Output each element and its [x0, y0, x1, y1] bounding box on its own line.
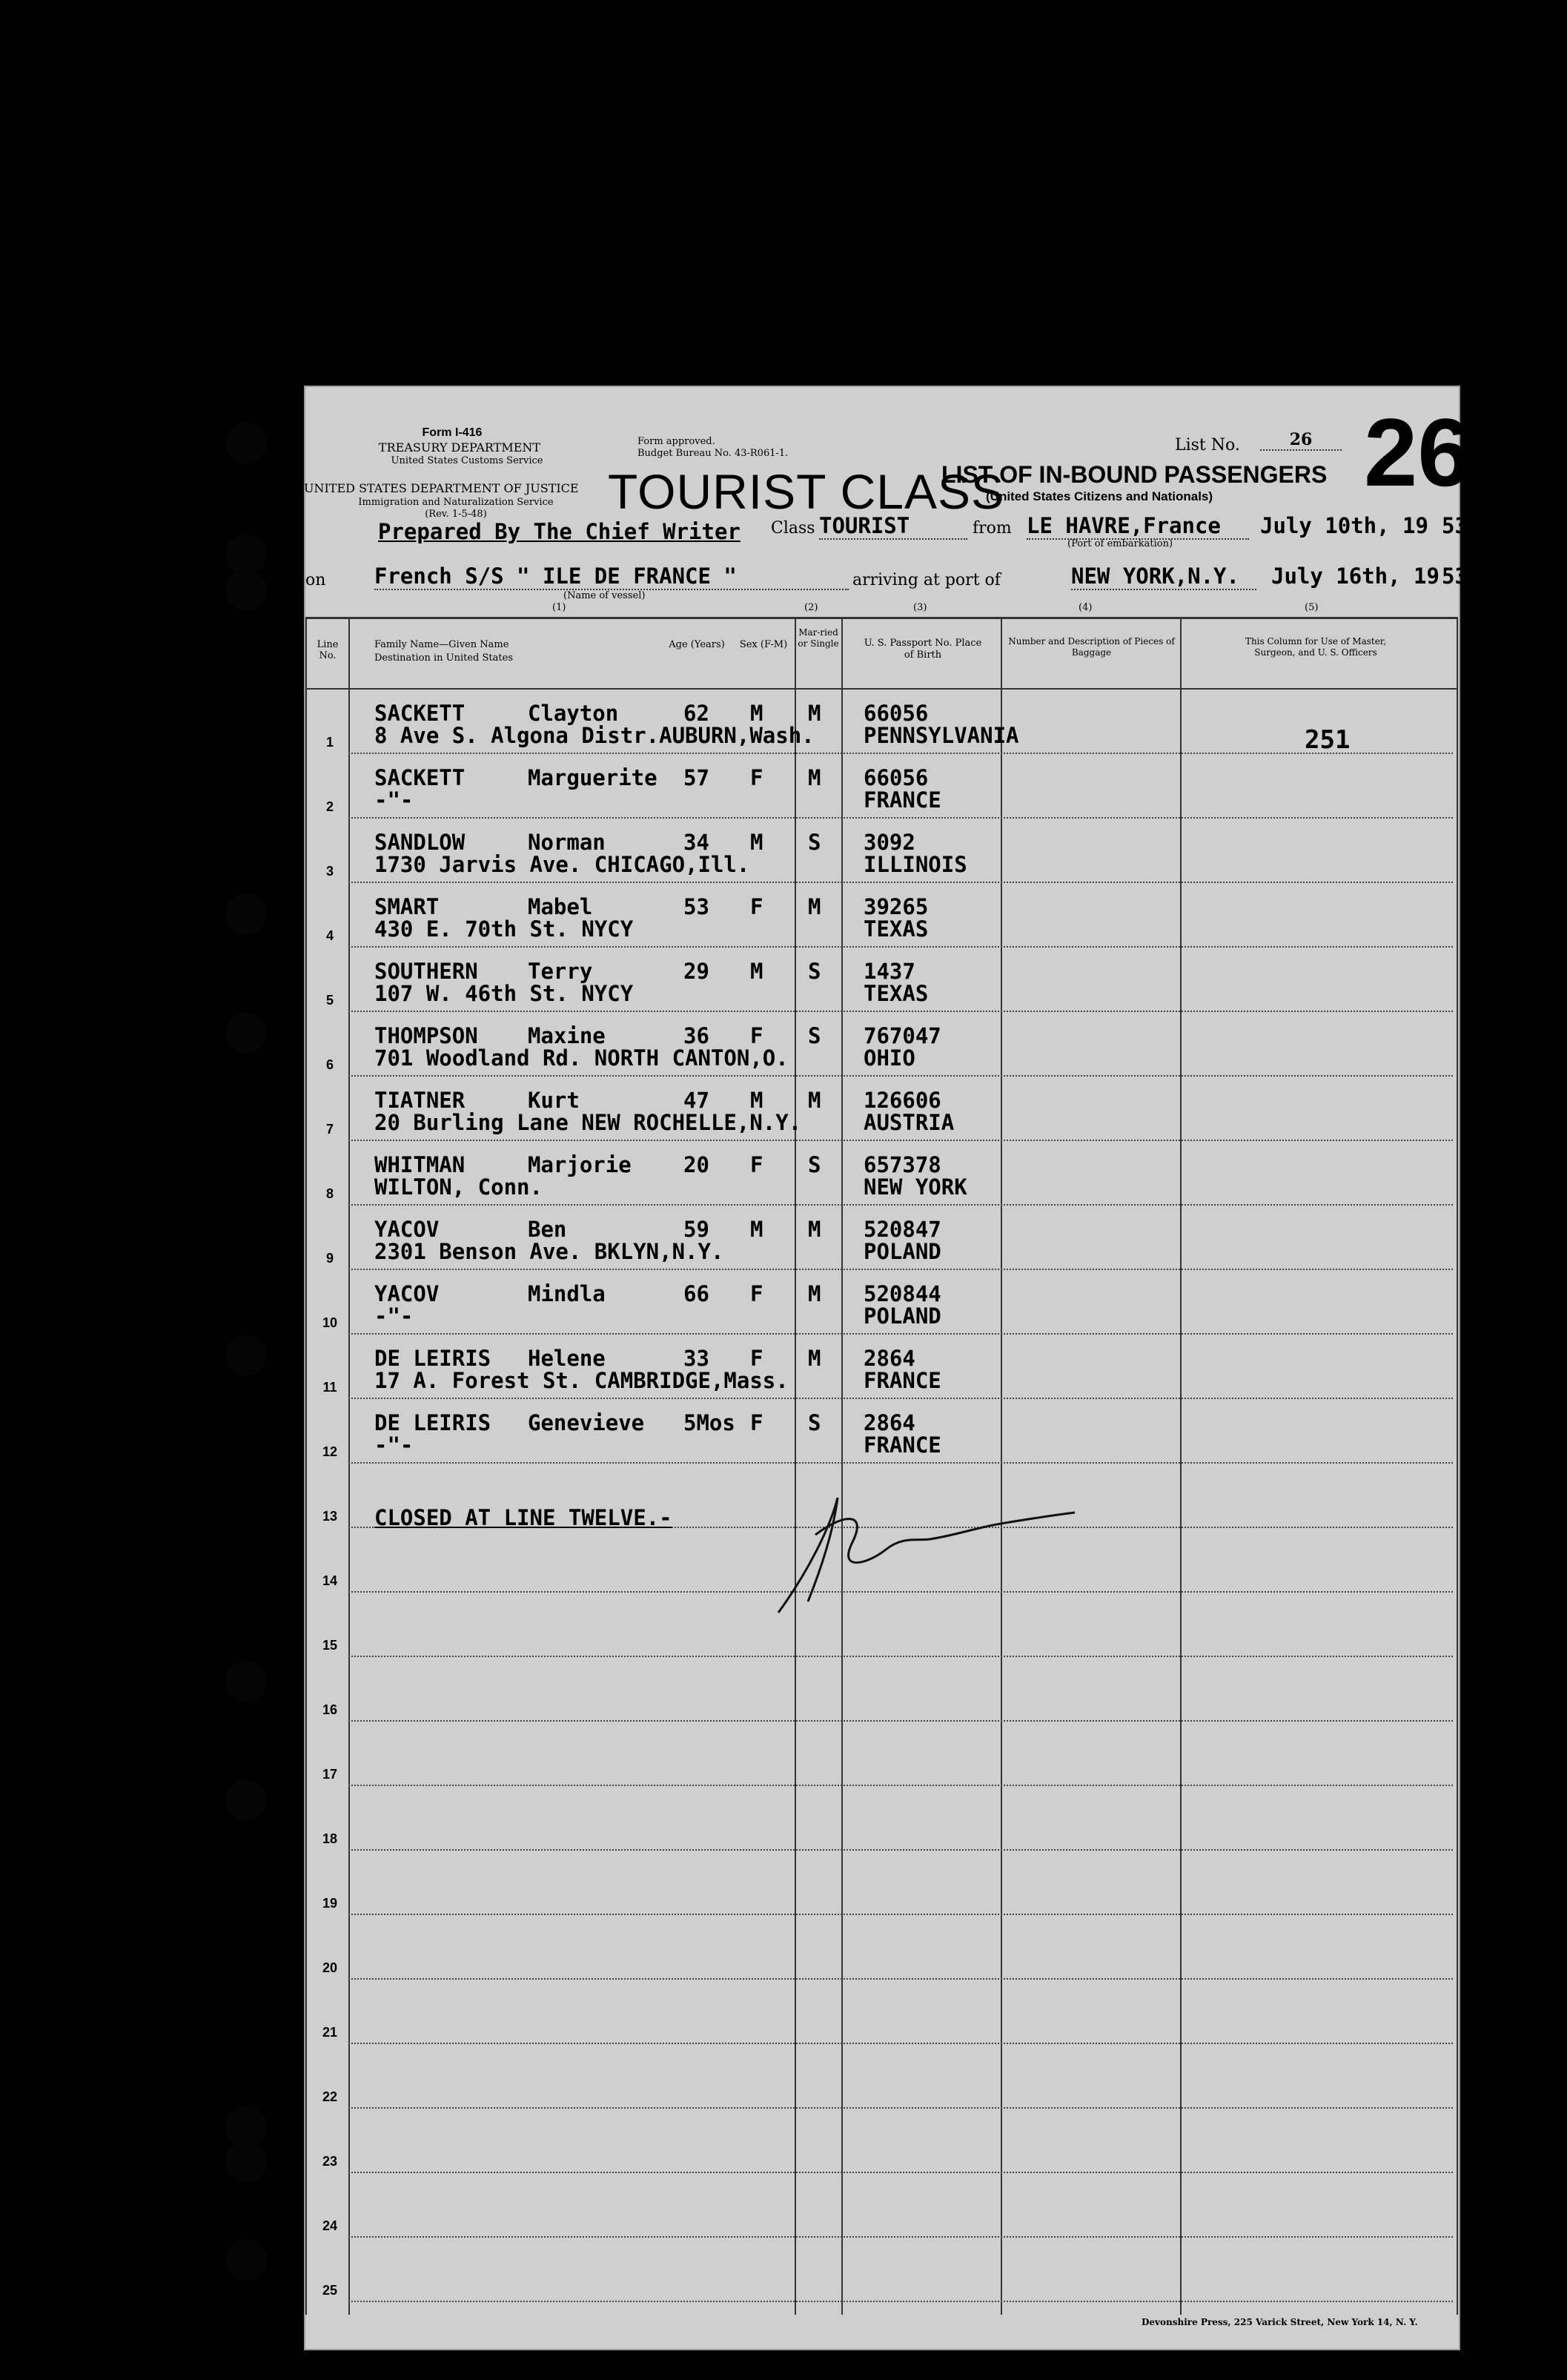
- passenger-family-name: SANDLOW: [374, 830, 466, 855]
- passenger-given-name: Genevieve: [528, 1410, 645, 1435]
- line-number: 1: [325, 735, 334, 750]
- passenger-birthplace: FRANCE: [864, 1368, 941, 1393]
- passenger-passport-no: 2864: [864, 1410, 915, 1435]
- passenger-sex: M: [750, 1088, 763, 1113]
- passenger-marital-status: S: [808, 1023, 821, 1048]
- binder-hole: [225, 2141, 267, 2183]
- row-separator: [348, 1978, 1453, 1980]
- col-sep-married-right: [841, 617, 843, 2315]
- col-sep-passport: [1001, 617, 1002, 2315]
- row-separator: [348, 2107, 1453, 2109]
- passenger-sex: F: [750, 765, 763, 790]
- vessel-caption: (Name of vessel): [563, 590, 646, 601]
- table-top-border: [305, 617, 1458, 619]
- line-number: 11: [322, 1380, 337, 1395]
- row-separator: [348, 1011, 1453, 1012]
- justice-department: UNITED STATES DEPARTMENT OF JUSTICE: [304, 481, 579, 495]
- row-separator: [348, 1075, 1453, 1077]
- passenger-age: 62: [683, 701, 709, 726]
- passenger-destination: 701 Woodland Rd. NORTH CANTON,O.: [374, 1045, 789, 1071]
- passenger-passport-no: 66056: [864, 701, 929, 726]
- col-num-5: (5): [1305, 602, 1319, 613]
- col-sep-baggage: [1180, 617, 1182, 2315]
- passenger-age: 66: [683, 1281, 709, 1306]
- passenger-marital-status: M: [808, 1217, 821, 1242]
- passenger-destination: 20 Burling Lane NEW ROCHELLE,N.Y.: [374, 1110, 802, 1135]
- port-embark-caption: (Port of embarkation): [1067, 538, 1173, 549]
- passenger-marital-status: M: [808, 1281, 821, 1306]
- passenger-birthplace: PENNSYLVANIA: [864, 723, 1019, 748]
- passenger-passport-no: 39265: [864, 894, 929, 919]
- line-number: 17: [322, 1767, 338, 1782]
- row-separator: [348, 1462, 1453, 1464]
- passenger-destination: 430 E. 70th St. NYCY: [374, 916, 634, 942]
- budget-bureau: Budget Bureau No. 43-R061-1.: [637, 448, 789, 459]
- passenger-family-name: SACKETT: [374, 701, 466, 726]
- passenger-sex: F: [750, 1346, 763, 1371]
- revision-date: (Rev. 1-5-48): [425, 509, 487, 520]
- line-number: 12: [322, 1444, 338, 1459]
- passenger-sex: F: [750, 1152, 763, 1177]
- passenger-passport-no: 520844: [864, 1281, 941, 1306]
- passenger-destination: -"-: [374, 787, 414, 813]
- line-number: 15: [322, 1638, 338, 1653]
- binder-hole: [225, 893, 267, 935]
- passenger-sex: M: [750, 830, 763, 855]
- passenger-destination: 2301 Benson Ave. BKLYN,N.Y.: [374, 1239, 724, 1264]
- ins-service: Immigration and Naturalization Service: [358, 497, 554, 508]
- passenger-given-name: Maxine: [528, 1023, 606, 1048]
- row-separator: [348, 1720, 1453, 1722]
- binder-hole: [225, 569, 267, 611]
- passenger-sex: M: [750, 959, 763, 984]
- header-name: Family Name—Given Name: [374, 639, 509, 650]
- passenger-given-name: Mindla: [528, 1281, 606, 1306]
- binder-hole: [225, 1335, 267, 1376]
- officer-annotation: 251: [1305, 725, 1351, 755]
- row-separator: [348, 882, 1453, 883]
- col-num-4: (4): [1079, 602, 1093, 613]
- arrival-port: NEW YORK,N.Y.: [1071, 563, 1256, 590]
- passenger-passport-no: 126606: [864, 1088, 941, 1113]
- row-separator: [348, 817, 1453, 819]
- list-no-value: 26: [1260, 430, 1342, 451]
- row-separator: [348, 753, 1453, 754]
- passenger-destination: -"-: [374, 1303, 414, 1329]
- line-number: 21: [322, 2025, 338, 2040]
- passenger-family-name: YACOV: [374, 1217, 440, 1242]
- passenger-family-name: THOMPSON: [374, 1023, 478, 1048]
- passenger-marital-status: S: [808, 830, 821, 855]
- row-separator: [348, 2172, 1453, 2173]
- passenger-age: 47: [683, 1088, 709, 1113]
- passenger-passport-no: 2864: [864, 1346, 915, 1371]
- col-sep-married-left: [795, 617, 796, 2315]
- line-number: 16: [322, 1702, 338, 1717]
- line-number: 14: [322, 1573, 338, 1588]
- line-number: 6: [325, 1057, 334, 1072]
- binder-hole: [225, 1661, 267, 1702]
- arrival-year: 53: [1442, 563, 1468, 589]
- row-separator: [348, 2043, 1453, 2044]
- class-value: TOURIST: [819, 513, 967, 540]
- form-approved: Form approved.: [637, 436, 715, 447]
- passenger-passport-no: 1437: [864, 959, 915, 984]
- passenger-passport-no: 657378: [864, 1152, 941, 1177]
- header-line-no: Line No.: [317, 639, 339, 661]
- line-number: 9: [325, 1251, 334, 1266]
- passenger-age: 36: [683, 1023, 709, 1048]
- passenger-age: 33: [683, 1346, 709, 1371]
- row-separator: [348, 1398, 1453, 1399]
- row-separator: [348, 2236, 1453, 2238]
- row-separator: [348, 2301, 1453, 2302]
- passenger-destination: 8 Ave S. Algona Distr.AUBURN,Wash.: [374, 723, 815, 748]
- passenger-family-name: YACOV: [374, 1281, 440, 1306]
- passenger-destination: WILTON, Conn.: [374, 1174, 543, 1200]
- row-separator: [348, 946, 1453, 948]
- header-officers: This Column for Use of Master, Surgeon, and U. S. Officers: [1245, 636, 1387, 658]
- table-right-border: [1457, 617, 1458, 2315]
- passenger-marital-status: S: [808, 1410, 821, 1435]
- passenger-sex: F: [750, 1410, 763, 1435]
- col-num-2: (2): [804, 602, 818, 613]
- col-num-1: (1): [552, 602, 566, 613]
- line-number: 7: [325, 1122, 334, 1137]
- prepared-by: Prepared By The Chief Writer: [378, 519, 741, 544]
- passenger-marital-status: S: [808, 959, 821, 984]
- row-separator: [348, 1333, 1453, 1335]
- list-no-label: List No.: [1175, 436, 1240, 454]
- arriving-label: arriving at port of: [852, 571, 1001, 589]
- closed-note: CLOSED AT LINE TWELVE.-: [374, 1505, 672, 1530]
- passenger-birthplace: TEXAS: [864, 916, 929, 942]
- passenger-birthplace: OHIO: [864, 1045, 915, 1071]
- list-title: LIST OF IN-BOUND PASSENGERS: [941, 461, 1328, 488]
- passenger-age: 5Mos: [683, 1410, 735, 1435]
- line-number: 19: [322, 1896, 338, 1911]
- treasury-department: TREASURY DEPARTMENT: [378, 440, 541, 454]
- line-number: 18: [322, 1831, 338, 1846]
- list-no-big: 26: [1364, 398, 1471, 506]
- passenger-age: 34: [683, 830, 709, 855]
- passenger-family-name: WHITMAN: [374, 1152, 466, 1177]
- passenger-given-name: Mabel: [528, 894, 593, 919]
- embarkation-date: July 10th, 19: [1260, 513, 1428, 538]
- row-separator: [348, 1914, 1453, 1915]
- line-number: 25: [322, 2283, 338, 2298]
- header-married: Mar-ried or Single: [798, 627, 839, 649]
- passenger-birthplace: AUSTRIA: [864, 1110, 955, 1135]
- binder-hole: [225, 2239, 267, 2281]
- port-of-embarkation: LE HAVRE,France: [1027, 513, 1249, 540]
- passenger-birthplace: POLAND: [864, 1239, 941, 1264]
- arrival-date: July 16th, 19: [1271, 563, 1440, 589]
- passenger-family-name: SACKETT: [374, 765, 466, 790]
- passenger-family-name: TIATNER: [374, 1088, 466, 1113]
- vessel-name: French S/S " ILE DE FRANCE ": [374, 563, 849, 590]
- passenger-marital-status: M: [808, 1346, 821, 1371]
- passenger-age: 59: [683, 1217, 709, 1242]
- line-number: 5: [325, 993, 334, 1008]
- header-passport: U. S. Passport No. Place of Birth: [864, 638, 982, 661]
- passenger-birthplace: POLAND: [864, 1303, 941, 1329]
- binder-hole: [225, 1779, 267, 1821]
- passenger-given-name: Marguerite: [528, 765, 657, 790]
- row-separator: [348, 1785, 1453, 1786]
- passenger-given-name: Marjorie: [528, 1152, 632, 1177]
- customs-service: United States Customs Service: [391, 455, 543, 466]
- passenger-passport-no: 520847: [864, 1217, 941, 1242]
- col-num-3: (3): [913, 602, 927, 613]
- passenger-passport-no: 767047: [864, 1023, 941, 1048]
- passenger-given-name: Terry: [528, 959, 593, 984]
- passenger-given-name: Kurt: [528, 1088, 580, 1113]
- header-baggage: Number and Description of Pieces of Baggage: [1008, 636, 1175, 658]
- on-label: on: [305, 571, 326, 589]
- passenger-family-name: SOUTHERN: [374, 959, 478, 984]
- passenger-age: 20: [683, 1152, 709, 1177]
- passenger-given-name: Helene: [528, 1346, 606, 1371]
- passenger-passport-no: 3092: [864, 830, 915, 855]
- line-number: 2: [325, 799, 334, 814]
- row-separator: [348, 1849, 1453, 1851]
- passenger-sex: F: [750, 1023, 763, 1048]
- header-sex: Sex (F-M): [739, 639, 788, 650]
- row-separator: [348, 1269, 1453, 1270]
- col-sep-lineno: [348, 617, 350, 2315]
- passenger-sex: M: [750, 1217, 763, 1242]
- passenger-marital-status: M: [808, 894, 821, 919]
- line-number: 10: [322, 1315, 338, 1330]
- tourist-class-stamp: TOURIST CLASS: [608, 464, 1005, 519]
- line-number: 8: [325, 1186, 334, 1201]
- class-label: Class: [771, 519, 815, 538]
- passenger-destination: 107 W. 46th St. NYCY: [374, 981, 634, 1006]
- table-left-border: [305, 617, 307, 2315]
- passenger-family-name: SMART: [374, 894, 440, 919]
- passenger-marital-status: S: [808, 1152, 821, 1177]
- passenger-birthplace: FRANCE: [864, 787, 941, 813]
- list-subtitle: (United States Citizens and Nationals): [986, 489, 1213, 503]
- passenger-age: 29: [683, 959, 709, 984]
- header-age: Age (Years): [669, 639, 725, 650]
- header-bottom-border: [305, 688, 1458, 690]
- binder-hole: [225, 1012, 267, 1054]
- form-number: Form I-416: [422, 426, 483, 439]
- passenger-marital-status: M: [808, 701, 821, 726]
- signature: [763, 1483, 1090, 1624]
- passenger-destination: 17 A. Forest St. CAMBRIDGE,Mass.: [374, 1368, 789, 1393]
- passenger-family-name: DE LEIRIS: [374, 1410, 491, 1435]
- printer-credit: Devonshire Press, 225 Varick Street, New York 14, N. Y.: [1142, 2317, 1418, 2327]
- passenger-birthplace: FRANCE: [864, 1432, 941, 1458]
- row-separator: [348, 1656, 1453, 1657]
- passenger-given-name: Ben: [528, 1217, 567, 1242]
- binder-hole: [225, 423, 267, 464]
- row-separator: [348, 1204, 1453, 1206]
- passenger-destination: 1730 Jarvis Ave. CHICAGO,Ill.: [374, 852, 750, 877]
- passenger-age: 57: [683, 765, 709, 790]
- passenger-birthplace: TEXAS: [864, 981, 929, 1006]
- passenger-birthplace: ILLINOIS: [864, 852, 967, 877]
- passenger-sex: M: [750, 701, 763, 726]
- passenger-marital-status: M: [808, 1088, 821, 1113]
- line-number: 20: [322, 1960, 338, 1975]
- header-destination: Destination in United States: [374, 652, 513, 664]
- passenger-sex: F: [750, 1281, 763, 1306]
- row-separator: [348, 1140, 1453, 1141]
- line-number: 4: [325, 928, 334, 943]
- line-number: 13: [322, 1509, 338, 1524]
- passenger-birthplace: NEW YORK: [864, 1174, 967, 1200]
- embarkation-year: 53: [1442, 513, 1468, 538]
- passenger-destination: -"-: [374, 1432, 414, 1458]
- from-label: from: [973, 519, 1012, 538]
- passenger-age: 53: [683, 894, 709, 919]
- line-number: 24: [322, 2218, 338, 2233]
- passenger-sex: F: [750, 894, 763, 919]
- passenger-marital-status: M: [808, 765, 821, 790]
- line-number: 3: [325, 864, 334, 879]
- passenger-given-name: Clayton: [528, 701, 619, 726]
- passenger-passport-no: 66056: [864, 765, 929, 790]
- passenger-given-name: Norman: [528, 830, 606, 855]
- line-number: 22: [322, 2089, 338, 2104]
- line-number: 23: [322, 2154, 338, 2169]
- passenger-family-name: DE LEIRIS: [374, 1346, 491, 1371]
